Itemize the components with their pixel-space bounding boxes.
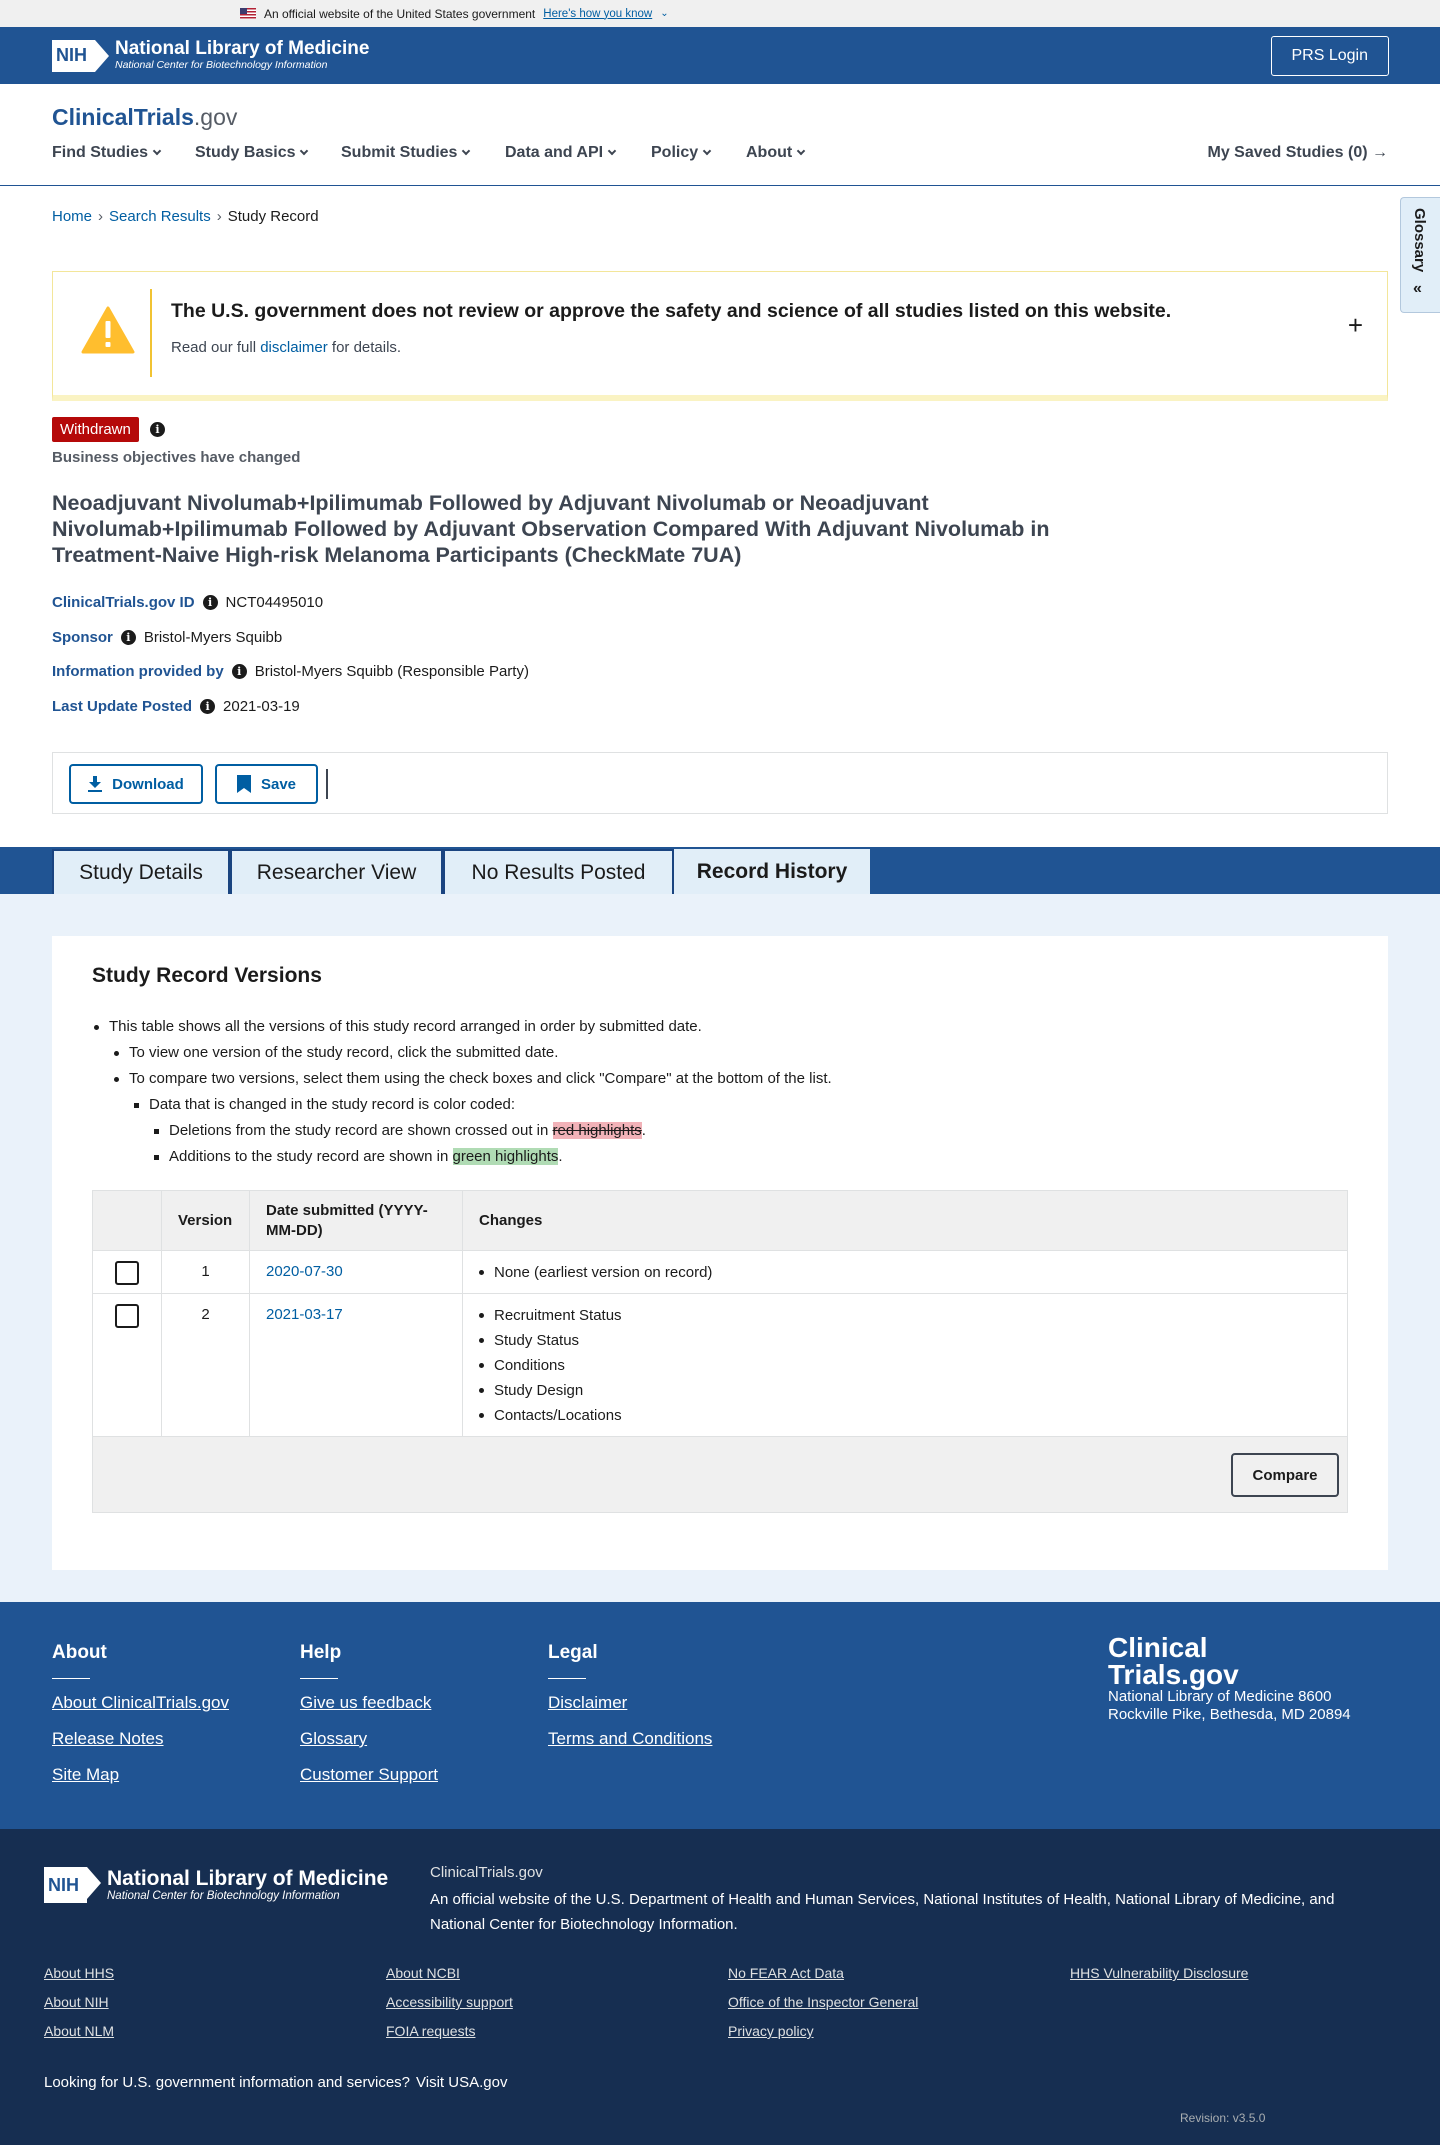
glossary-label: Glossary <box>1411 208 1428 273</box>
gov-banner <box>0 0 1440 27</box>
glossary-tab[interactable] <box>1400 197 1440 313</box>
version-number: 1 <box>162 1251 250 1294</box>
breadcrumb-current: Study Record <box>227 208 319 225</box>
disclaimer-alert <box>52 271 1388 401</box>
meta-sponsor-value: Bristol-Myers Squibb <box>143 629 283 646</box>
usa-gov-promo <box>44 2074 507 2091</box>
info-icon[interactable]: i <box>200 699 215 714</box>
changes-column-header: Changes <box>463 1191 1348 1251</box>
nav-label: Submit Studies <box>341 144 458 161</box>
status-badge: Withdrawn <box>52 417 139 442</box>
versions-instructions <box>92 1014 832 1170</box>
version-date-link[interactable]: 2021-03-17 <box>266 1306 343 1323</box>
nlm-logo[interactable] <box>52 39 369 71</box>
period: . <box>641 1122 646 1139</box>
nav-label: Data and API <box>505 144 604 161</box>
info-icon[interactable]: i <box>232 664 247 679</box>
meta-id <box>52 594 323 611</box>
footer-divider <box>300 1678 338 1679</box>
breadcrumb <box>52 208 319 225</box>
nav-label: About <box>746 144 793 161</box>
instruction-5 <box>169 1118 646 1144</box>
site-header <box>0 84 1440 186</box>
nav-data-api[interactable] <box>505 144 615 162</box>
meta-updated-value: 2021-03-19 <box>223 698 300 715</box>
ncbi-link[interactable]: National Center for Biotechnology Information <box>430 1916 734 1933</box>
double-chevron-left-icon: « <box>1413 280 1422 297</box>
nlm-link[interactable]: National Library of Medicine <box>1115 1891 1302 1908</box>
footer-agency-link[interactable]: Privacy policy <box>728 2023 814 2039</box>
change-item <box>479 1260 1331 1285</box>
tab-researcher-view[interactable]: Researcher View <box>230 849 443 894</box>
nav-policy[interactable] <box>651 144 710 162</box>
footer-agency-link[interactable]: About NCBI <box>386 1965 460 1981</box>
save-label: Save <box>260 775 297 793</box>
instruction-3: To compare two versions, select them using the check boxes and click "Compare" at the bottom of the list. <box>129 1070 832 1087</box>
footer-agency-link[interactable]: Accessibility support <box>386 1994 513 2010</box>
bullet <box>479 1338 484 1343</box>
bullet <box>479 1270 484 1275</box>
compare-button[interactable]: Compare <box>1231 1453 1339 1497</box>
chevron-down-icon <box>608 147 616 155</box>
tab-record-history[interactable]: Record History <box>674 849 870 894</box>
nav-label: Study Basics <box>195 144 296 161</box>
saved-studies-link[interactable] <box>1208 144 1389 162</box>
footer-about-column <box>52 1642 229 1801</box>
save-button[interactable] <box>215 764 318 804</box>
usa-gov-link[interactable]: Visit USA.gov <box>416 2074 508 2091</box>
bookmark-icon <box>237 775 251 793</box>
version-date-link[interactable]: 2020-07-30 <box>266 1263 343 1280</box>
versions-card <box>52 936 1388 1570</box>
footer-link[interactable]: Release Notes <box>52 1729 164 1748</box>
footer-link[interactable]: Terms and Conditions <box>548 1729 713 1748</box>
footer-link[interactable]: Glossary <box>300 1729 368 1748</box>
nav-label: Find Studies <box>52 144 148 161</box>
meta-last-update <box>52 698 300 715</box>
bullet <box>154 1155 159 1160</box>
info-icon[interactable]: i <box>121 630 136 645</box>
footer-help-title: Help <box>300 1642 342 1663</box>
meta-sponsor-label: Sponsor <box>52 629 113 646</box>
version-2-checkbox[interactable] <box>115 1304 139 1328</box>
footer-legal-column <box>548 1642 712 1765</box>
meta-provided-value: Bristol-Myers Squibb (Responsible Party) <box>254 663 529 680</box>
chevron-right-icon: › <box>216 208 222 225</box>
chevron-down-icon <box>462 147 470 155</box>
footer-link[interactable]: Customer Support <box>300 1765 438 1784</box>
bullet <box>114 1077 119 1082</box>
logo-suffix: .gov <box>193 104 238 130</box>
footer-link[interactable]: Give us feedback <box>300 1693 432 1712</box>
chevron-down-icon <box>797 147 805 155</box>
nlm-title: National Library of Medicine <box>107 1867 389 1891</box>
bullet <box>479 1313 484 1318</box>
footer-link[interactable]: Site Map <box>52 1765 120 1784</box>
footer-agency-link[interactable]: Office of the Inspector General <box>728 1994 919 2010</box>
alert-divider <box>150 289 152 377</box>
change-label: Conditions <box>494 1357 565 1374</box>
info-icon[interactable]: i <box>150 422 165 437</box>
nih-link[interactable]: National Institutes of Health <box>923 1891 1107 1908</box>
disclaimer-pre: Read our full <box>171 339 261 356</box>
download-label: Download <box>112 775 184 793</box>
info-icon[interactable]: i <box>203 595 218 610</box>
footer-agency-link[interactable]: About NIH <box>44 1994 109 2010</box>
instruction-2: To view one version of the study record, click the submitted date. <box>129 1044 559 1061</box>
warning-icon <box>81 306 135 354</box>
nlm-subtitle: National Center for Biotechnology Information <box>115 59 328 72</box>
download-button[interactable] <box>69 764 203 804</box>
table-footer-row <box>93 1437 1348 1513</box>
status-reason: Business objectives have changed <box>52 449 301 466</box>
green-highlight-sample: green highlights <box>452 1148 559 1165</box>
disclaimer-link[interactable]: disclaimer <box>260 339 328 356</box>
period: . <box>558 1148 563 1165</box>
select-column-header <box>93 1191 162 1251</box>
instruction-4: Data that is changed in the study record is color coded: <box>149 1096 516 1113</box>
footer-agency-link[interactable]: FOIA requests <box>386 2023 476 2039</box>
meta-provided-label: Information provided by <box>52 663 224 680</box>
footer-address: National Library of Medicine 8600 Rockville Pike, Bethesda, MD 20894 <box>1108 1688 1351 1723</box>
disclaimer-text <box>171 339 401 356</box>
meta-sponsor <box>52 629 282 646</box>
nlm-footer <box>0 1829 1440 2145</box>
deletions-text: Deletions from the study record are shown crossed out in <box>169 1122 553 1139</box>
nlm-subtitle: National Center for Biotechnology Information <box>107 1890 340 1903</box>
additions-text: Additions to the study record are shown in <box>169 1148 453 1165</box>
nav-study-basics[interactable] <box>195 144 307 162</box>
us-flag-icon <box>240 8 256 19</box>
meta-id-value: NCT04495010 <box>225 594 324 611</box>
change-label: None (earliest version on record) <box>494 1264 713 1281</box>
red-highlight-sample: red highlights <box>552 1122 642 1139</box>
usa-text: Looking for U.S. government information and services? <box>44 2074 411 2091</box>
bullet <box>94 1025 99 1030</box>
change-label: Recruitment Status <box>494 1307 622 1324</box>
footer-agency-link[interactable]: About HHS <box>44 1965 115 1981</box>
disclaimer-post: for details. <box>327 339 402 356</box>
footer-divider <box>548 1678 586 1679</box>
actions-divider <box>326 769 328 799</box>
bullet <box>479 1363 484 1368</box>
versions-heading: Study Record Versions <box>92 964 322 987</box>
site-footer <box>0 1602 1440 1829</box>
instruction-1: This table shows all the versions of this study record arranged in order by submitted date. <box>109 1018 702 1035</box>
change-item <box>479 1378 1331 1403</box>
clinicaltrials-logo[interactable] <box>52 104 237 131</box>
how-you-know-link[interactable]: Here's how you know <box>543 7 653 20</box>
revision: Revision: v3.5.0 <box>1180 2111 1266 2125</box>
change-item <box>479 1328 1331 1353</box>
footer-agency-link[interactable]: About NLM <box>44 2023 115 2039</box>
nav-find-studies[interactable] <box>52 144 160 162</box>
bullet <box>134 1103 139 1108</box>
arrow-right-icon: → <box>1372 144 1388 161</box>
change-item <box>479 1353 1331 1378</box>
version-1-checkbox[interactable] <box>115 1261 139 1285</box>
versions-table <box>92 1190 1348 1513</box>
date-column-header: Date submitted (YYYY-MM-DD) <box>250 1191 463 1251</box>
study-actions <box>52 752 1388 814</box>
footer-legal-title: Legal <box>548 1642 598 1663</box>
footer-site-name: ClinicalTrials.gov <box>430 1864 543 1881</box>
breadcrumb-home[interactable]: Home <box>52 208 93 225</box>
footer-agency-link[interactable]: No FEAR Act Data <box>728 1965 844 1981</box>
tab-bar <box>0 847 1440 894</box>
table-row <box>93 1251 1348 1294</box>
chevron-right-icon: › <box>98 208 104 225</box>
gov-banner-text: An official website of the United States government <box>264 6 536 21</box>
footer-link[interactable]: Disclaimer <box>548 1693 628 1712</box>
tab-study-details[interactable]: Study Details <box>52 849 230 894</box>
nlm-title: National Library of Medicine <box>115 38 370 60</box>
prs-login-button[interactable]: PRS Login <box>1271 36 1390 76</box>
footer-agency-link[interactable]: HHS Vulnerability Disclosure <box>1070 1965 1249 1981</box>
chevron-down-icon <box>300 147 308 155</box>
chevron-down-icon <box>703 147 711 155</box>
footer-logo-line2: Trials.gov <box>1108 1659 1239 1690</box>
footer-link[interactable]: About ClinicalTrials.gov <box>52 1693 229 1712</box>
nav-label: Policy <box>651 144 699 161</box>
table-row <box>93 1294 1348 1437</box>
footer-help-column <box>300 1642 438 1801</box>
statement-pre: An official website of the <box>430 1891 596 1908</box>
bullet <box>154 1129 159 1134</box>
statement-and: , and <box>1301 1891 1335 1908</box>
footer-divider <box>52 1678 90 1679</box>
footer-logo-line1: Clinical <box>1108 1632 1208 1663</box>
instruction-6 <box>169 1144 563 1170</box>
study-title: Neoadjuvant Nivolumab+Ipilimumab Followed by Adjuvant Nivolumab or Neoadjuvant Nivolumab+Ipilimumab Followed by Adjuvant Observation Compared With Adjuvant Nivolumab in Treatment-Naive High-risk Melanoma Participants (CheckMate 7UA) <box>52 491 1050 567</box>
saved-studies-label: My Saved Studies (0) <box>1207 144 1368 161</box>
change-label: Study Status <box>494 1332 580 1349</box>
logo-main: ClinicalTrials <box>52 104 194 130</box>
change-item <box>479 1303 1331 1328</box>
meta-id-label: ClinicalTrials.gov ID <box>52 594 195 611</box>
nav-about[interactable] <box>746 144 804 162</box>
nlm-header <box>0 27 1440 84</box>
disclaimer-title: The U.S. government does not review or approve the safety and science of all studies listed on this website. <box>171 300 1172 322</box>
chevron-down-icon[interactable]: ⌄ <box>660 8 669 19</box>
meta-updated-label: Last Update Posted <box>52 698 193 715</box>
change-label: Study Design <box>494 1382 584 1399</box>
footer-logo[interactable] <box>1108 1634 1239 1688</box>
version-column-header: Version <box>162 1191 250 1251</box>
chevron-down-icon <box>153 147 161 155</box>
bullet <box>114 1051 119 1056</box>
change-item <box>479 1403 1331 1428</box>
nlm-footer-logo[interactable] <box>44 1867 388 1903</box>
expand-plus-icon[interactable]: + <box>1347 310 1363 340</box>
nih-logo-mark: NIH <box>48 1874 79 1895</box>
nav-submit-studies[interactable] <box>341 144 469 162</box>
footer-about-title: About <box>52 1642 107 1663</box>
hhs-link[interactable]: U.S. Department of Health and Human Services <box>595 1891 915 1908</box>
download-icon <box>88 776 102 792</box>
bullet <box>479 1388 484 1393</box>
change-label: Contacts/Locations <box>494 1407 622 1424</box>
version-number: 2 <box>162 1294 250 1437</box>
meta-provided-by <box>52 663 529 680</box>
nih-logo-mark: NIH <box>56 45 87 65</box>
bullet <box>479 1413 484 1418</box>
tab-no-results-posted[interactable]: No Results Posted <box>443 849 674 894</box>
footer-official-statement: An official website of the U.S. Department of Health and Human Services, National Institutes of Health, National Library of Medicine, and National Center for Biotechnology Information. <box>430 1891 1335 1933</box>
breadcrumb-search-results[interactable]: Search Results <box>109 208 211 225</box>
